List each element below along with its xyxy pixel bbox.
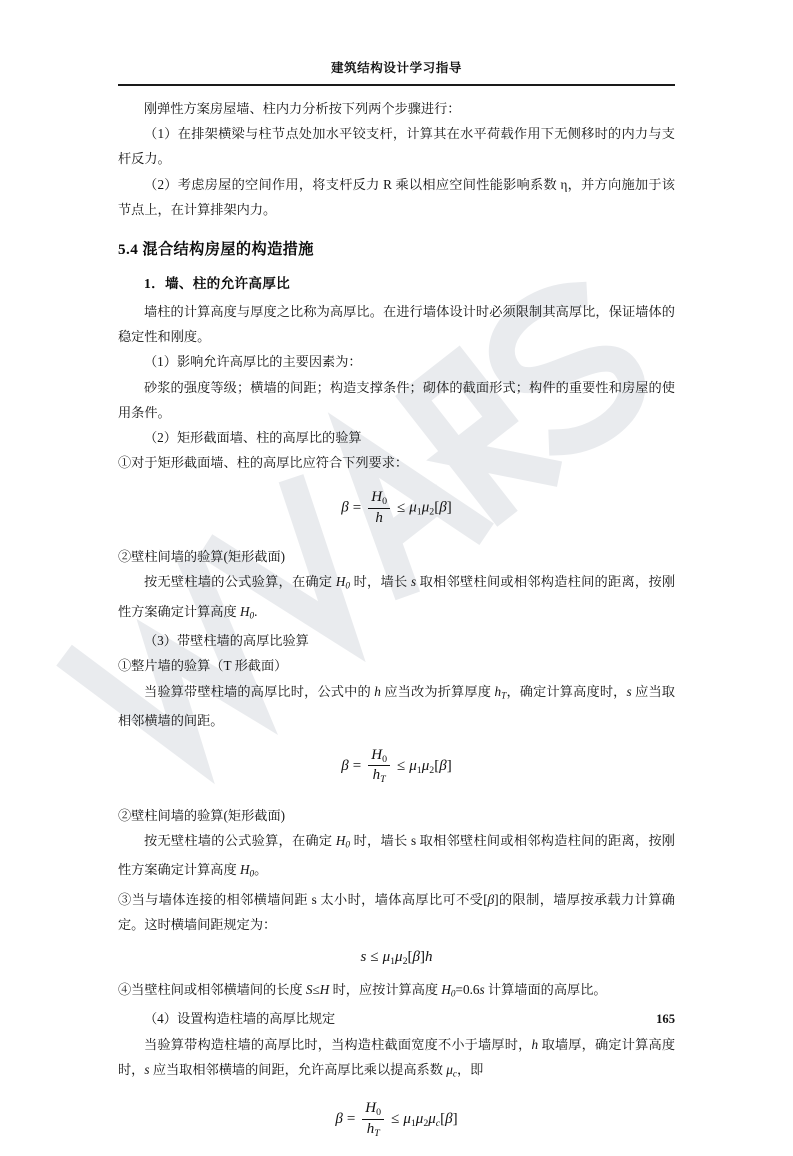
p19-part-a: 当验算带构造柱墙的高厚比时，当构造柱截面宽度不小于墙厚时， (144, 1036, 532, 1052)
symbol-H-cap: H (319, 981, 330, 997)
symbol-mu-c: μ (446, 1061, 453, 1077)
paragraph-factors-list: 砂浆的强度等级；横墙的间距；构造支撑条件；砌体的截面形式；构件的重要性和房屋的使用条件。 (118, 379, 675, 420)
header-rule (118, 84, 675, 86)
symbol-h-b: h (531, 1036, 539, 1052)
eq4-lhs: β (335, 1111, 343, 1128)
eq2-relation: ≤ (397, 758, 406, 775)
p10-part-c: 取相邻壁柱间或相邻构造柱间的距离，按刚性方案确定计算高度 (118, 574, 676, 619)
subsection-heading-1: 1．墙、柱的允许高厚比 (144, 276, 291, 292)
paragraph-intro: 刚弹性方案房屋墙、柱内力分析按下列两个步骤进行： (144, 101, 461, 116)
eq4-mu2-sub: 2 (423, 1118, 429, 1130)
p13-part-a: 当验算带壁柱墙的高厚比时，公式中的 (144, 683, 375, 699)
p17-part-d: =0.6 (455, 981, 480, 997)
paragraph-length-condition (118, 977, 675, 1007)
eq2-numerator: H (371, 746, 383, 763)
eq1-mu2-sub: 2 (429, 506, 435, 518)
eq1-mu1-sub: 1 (416, 506, 422, 518)
symbol-s-c: s (479, 981, 485, 997)
eq1-numerator: H (371, 488, 383, 505)
symbol-hT-a: h (494, 683, 502, 699)
paragraph-structural-column-title: （4）设置构造柱墙的高厚比规定 (144, 1011, 336, 1027)
p16-part-b: ]的限制，墙厚按承载力计算确定。这时横墙间距规定为： (118, 891, 675, 933)
paragraph-step-2: （2）考虑房屋的空间作用，将支杆反力 R 乘以相应空间性能影响系数 η，并方向施加于该节点上，在计算排架内力。 (118, 176, 675, 217)
eq4-denominator: h (366, 1120, 375, 1137)
eq3-relation: ≤ (370, 949, 379, 966)
eq1-lhs: β (341, 500, 349, 517)
eq2-numerator-sub: 0 (382, 753, 388, 765)
eq2-mu1: μ (409, 758, 417, 775)
eq4-muc-sub: c (435, 1118, 441, 1130)
equation-beta-hT (118, 747, 675, 786)
paragraph-structural-column-detail (118, 1032, 675, 1087)
running-head: 建筑结构设计学习指导 (330, 61, 462, 75)
paragraph-pilaster-detail (118, 569, 675, 628)
eq3-bracket-var: β (412, 949, 420, 966)
p10-part-a: 按无壁柱墙的公式验算，在确定 (144, 574, 336, 590)
eq1-relation: ≤ (397, 500, 406, 517)
eq1-bracket-close: ] (446, 500, 452, 517)
eq3-mu1: μ (382, 949, 391, 966)
symbol-H0-sub-e: 0 (450, 988, 456, 999)
p15-part-a: 按无壁柱墙的公式验算，在确定 (144, 832, 336, 848)
eq4-mu1-sub: 1 (410, 1118, 416, 1130)
eq4-fraction (362, 1100, 384, 1139)
paragraph-factors-intro: （1）影响允许高厚比的主要因素为： (144, 354, 362, 370)
eq1-bracket-open: [ (434, 500, 440, 517)
p13-part-b: 应当改为折算厚度 (380, 683, 495, 699)
paragraph-pilaster-detail-2 (118, 828, 675, 887)
eq4-equals: = (346, 1111, 356, 1128)
eq1-denominator: h (375, 509, 383, 526)
p17-part-c: 时，应按计算高度 (329, 981, 442, 997)
eq4-bracket-close: ] (452, 1111, 458, 1128)
symbol-beta-a: β (487, 891, 495, 907)
symbol-H0-e: H (441, 981, 451, 997)
symbol-s-d: s (144, 1061, 150, 1077)
eq3-lhs: s (360, 949, 367, 966)
p17-part-a: ④当壁柱间或相邻横墙间的长度 (118, 981, 306, 997)
symbol-H0-b: H (239, 603, 250, 619)
symbol-s-b: s (626, 683, 632, 699)
p16-part-a: ③当与墙体连接的相邻横墙间距 s 太小时，墙体高厚比可不受[ (118, 891, 488, 907)
symbol-H0-d: H (239, 862, 250, 878)
symbol-H0-c: H (335, 832, 346, 848)
eq2-fraction (368, 747, 390, 786)
paragraph-step-1: （1）在排架横梁与柱节点处加水平铰支杆，计算其在水平荷载作用下无侧移时的内力与支杆反力。 (118, 126, 675, 167)
eq3-mu1-sub: 1 (390, 955, 396, 967)
paragraph-cross-wall-spacing (118, 887, 675, 937)
paragraph-height-thickness-def: 墙柱的计算高度与厚度之比称为高厚比。在进行墙体设计时必须限制其高厚比，保证墙体的稳定性和刚度。 (118, 304, 675, 345)
p15-part-b: 时，墙长 s 取相邻壁柱间或相邻构造柱间的距离，按刚性方案确定计算高度 (118, 832, 675, 878)
symbol-S-cap: S (305, 981, 313, 997)
paragraph-rect-check-title: （2）矩形截面墙、柱的高厚比的验算 (144, 430, 362, 446)
paragraph-pilaster-wall-title: （3）带壁柱墙的高厚比验算 (144, 633, 309, 649)
eq4-numerator: H (365, 1099, 377, 1116)
document-body (118, 96, 675, 1156)
symbol-h-a: h (374, 683, 381, 699)
paragraph-equivalent-thickness (118, 679, 675, 734)
paragraph-rect-requirement: ①对于矩形截面墙、柱的高厚比应符合下列要求： (118, 455, 409, 471)
symbol-mu-c-sub: c (452, 1068, 457, 1079)
p15-part-c: 。 (254, 862, 268, 878)
equation-s-limit (118, 949, 675, 967)
eq1-bracket-var: β (439, 500, 447, 517)
eq2-equals: = (352, 758, 362, 775)
p19-part-c: 应当取相邻横墙的间距，允许高厚比乘以提高系数 (149, 1061, 447, 1077)
paragraph-pilaster-wall-check-2: ②壁柱间墙的验算(矩形截面) (118, 807, 286, 823)
eq2-mu2-sub: 2 (429, 765, 435, 777)
eq4-denominator-sub: T (374, 1127, 380, 1139)
eq2-bracket-var: β (439, 758, 447, 775)
eq2-denominator-sub: T (380, 774, 386, 786)
page-number: 165 (656, 1012, 675, 1026)
eq2-mu1-sub: 1 (416, 765, 422, 777)
symbol-H0-sub-b: 0 (249, 609, 255, 620)
eq1-numerator-sub: 0 (382, 495, 388, 507)
eq2-denominator: h (372, 767, 381, 784)
eq1-mu1: μ (409, 500, 417, 517)
symbol-H0-sub-c: 0 (345, 839, 351, 850)
p13-part-c: ，确定计算高度时， (506, 683, 627, 699)
p17-part-e: 计算墙面的高厚比。 (484, 981, 607, 997)
eq4-bracket-open: [ (440, 1111, 446, 1128)
eq2-mu2: μ (421, 758, 430, 775)
symbol-H0-sub-d: 0 (249, 868, 255, 879)
eq3-bracket-close: ] (420, 949, 425, 966)
eq2-bracket-open: [ (434, 758, 440, 775)
symbol-s-a: s (410, 574, 417, 590)
symbol-H0-sub-a: 0 (345, 580, 351, 591)
symbol-H0-a: H (335, 574, 346, 590)
eq4-relation: ≤ (391, 1111, 400, 1128)
eq4-muc: μ (428, 1111, 436, 1128)
section-heading-5-4: 5.4 混合结构房屋的构造措施 (118, 241, 314, 259)
p13-part-d: 应当取相邻横墙的间距。 (118, 683, 675, 729)
p19-part-b: 取墙厚，确定计算高度时， (118, 1036, 676, 1077)
eq4-bracket-var: β (445, 1111, 453, 1128)
eq3-mu2: μ (395, 949, 403, 966)
eq1-mu2: μ (421, 500, 430, 517)
symbol-hT-sub-a: T (501, 689, 507, 700)
eq1-fraction (368, 489, 390, 528)
p17-part-b: ≤ (312, 981, 320, 997)
paragraph-pilaster-wall-check: ②壁柱间墙的验算(矩形截面) (118, 548, 286, 564)
eq2-lhs: β (341, 758, 349, 775)
eq1-equals: = (352, 500, 362, 517)
eq3-trailing: h (425, 949, 433, 966)
eq3-mu2-sub: 2 (402, 955, 408, 967)
eq4-mu2: μ (415, 1111, 424, 1128)
eq4-mu1: μ (403, 1111, 411, 1128)
paragraph-whole-wall-check: ①整片墙的验算（T 形截面） (118, 658, 288, 674)
eq4-numerator-sub: 0 (376, 1106, 382, 1118)
eq3-bracket-open: [ (407, 949, 413, 966)
eq2-bracket-close: ] (446, 758, 452, 775)
p19-part-d: ，即 (456, 1061, 484, 1077)
p10-part-d: . (254, 603, 258, 619)
equation-beta-hT-muc (118, 1100, 675, 1139)
p10-part-b: 时，墙长 (350, 574, 411, 590)
equation-beta-h (118, 489, 675, 528)
